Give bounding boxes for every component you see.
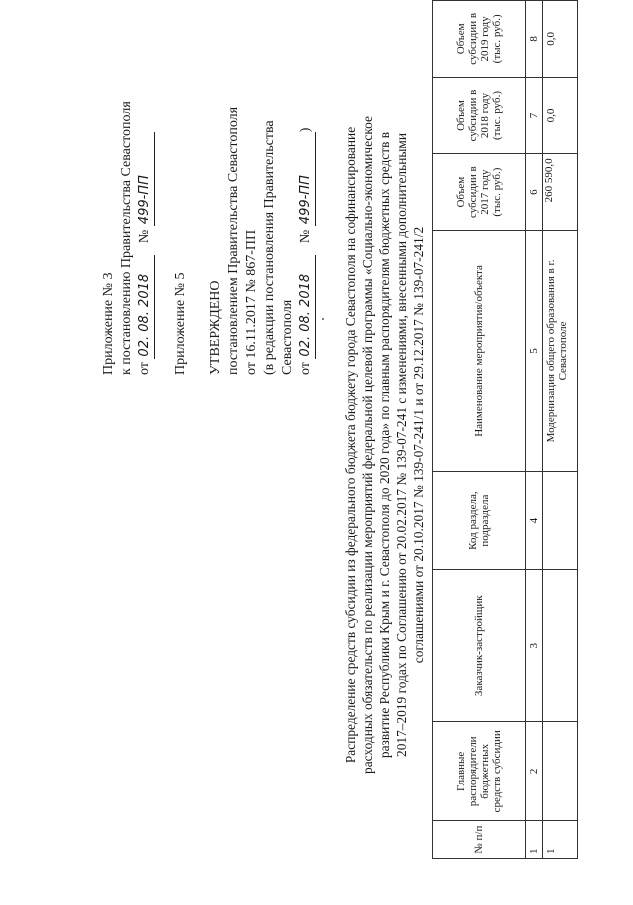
approved-no-label: №: [298, 229, 313, 244]
table-row: [543, 1, 578, 859]
table-header-row: [433, 1, 526, 859]
header-cell-2017: Объем субсидии в 2017 году (тыс. руб.): [433, 154, 526, 231]
approved-from-label: от: [298, 362, 313, 375]
header-cell-number: № п/п: [433, 821, 526, 859]
row-value-2017: 260 590,0: [543, 154, 578, 231]
column-number-cell: 1: [526, 821, 543, 859]
document-title: [342, 65, 427, 825]
appendix3-number: 499-ПП: [136, 132, 155, 226]
stray-dot: [322, 318, 324, 320]
column-number-cell: 6: [526, 154, 543, 231]
approved-line2: от 16.11.2017 № 867-ПП: [244, 229, 259, 375]
approved-date: 02. 08. 2018: [297, 255, 316, 359]
header-cell-2018: Объем субсидии в 2018 году (тыс. руб.): [433, 77, 526, 154]
header-cell-main-managers: Главные распорядители бюджетных средств субсидии: [433, 722, 526, 821]
appendix3-date-line: [136, 35, 155, 375]
appendix3-no-label: №: [137, 229, 152, 244]
approved-heading: УТВЕРЖДЕНО: [208, 280, 223, 375]
approved-number: 499-ПП: [297, 132, 316, 226]
column-number-cell: 4: [526, 471, 543, 569]
title-line2: расходных обязательств по реализации мероприятий федеральной целевой программы «Социально-экономическое: [360, 116, 375, 774]
approved-line3: (в редакции постановления Правительства: [262, 120, 277, 375]
column-number-cell: 8: [526, 1, 543, 78]
column-number-cell: 7: [526, 77, 543, 154]
row-main-manager: [543, 722, 578, 821]
header-cell-customer: Заказчик-застройщик: [433, 570, 526, 722]
approved-close-paren: ): [298, 127, 313, 133]
approved-line1: постановлением Правительства Севастополя: [226, 106, 241, 375]
appendix3-title: Приложение № 3: [101, 272, 116, 375]
title-line4: 2017–2019 годах по Соглашению от 20.02.2017 № 139-07-241 с изменениями, внесенными дополнительными: [394, 133, 409, 757]
row-value-2018: 0,0: [543, 77, 578, 154]
subsidy-table: [432, 0, 578, 859]
column-number-cell: 2: [526, 722, 543, 821]
appendix5-title: Приложение № 5: [173, 272, 188, 375]
appendix-header: [100, 35, 316, 375]
title-line1: Распределение средств субсидии из федерального бюджета бюджету города Севастополя на софинансирование: [343, 126, 358, 764]
header-cell-2019: Объем субсидии в 2019 году (тыс. руб.): [433, 1, 526, 78]
row-value-2019: 0,0: [543, 1, 578, 78]
appendix3-line2: к постановлению Правительства Севастополя: [119, 101, 134, 375]
appendix3-date: 02. 08. 2018: [136, 255, 155, 359]
title-line5: соглашениями от 20.10.2017 № 139-07-241/1 и от 29.12.2017 № 139-07-241/2: [411, 226, 426, 664]
appendix3-from-label: от: [137, 362, 152, 375]
row-section-code: [543, 471, 578, 569]
approved-date-line: [297, 35, 316, 375]
header-cell-event-name: Наименование мероприятия/объекта: [433, 230, 526, 471]
column-number-cell: 3: [526, 570, 543, 722]
approved-line4: Севастополя: [280, 299, 295, 375]
column-number-cell: 5: [526, 230, 543, 471]
row-customer: [543, 570, 578, 722]
row-number: 1: [543, 821, 578, 859]
table-column-numbers-row: [526, 1, 543, 859]
row-event-name: Модернизация общего образования в г. Севастополе: [543, 230, 578, 471]
header-cell-section-code: Код раздела, подраздела: [433, 471, 526, 569]
title-line3: развитие Республики Крым и г. Севастополя до 2020 года» по главным распорядителям бюджетных средств в: [377, 131, 392, 759]
